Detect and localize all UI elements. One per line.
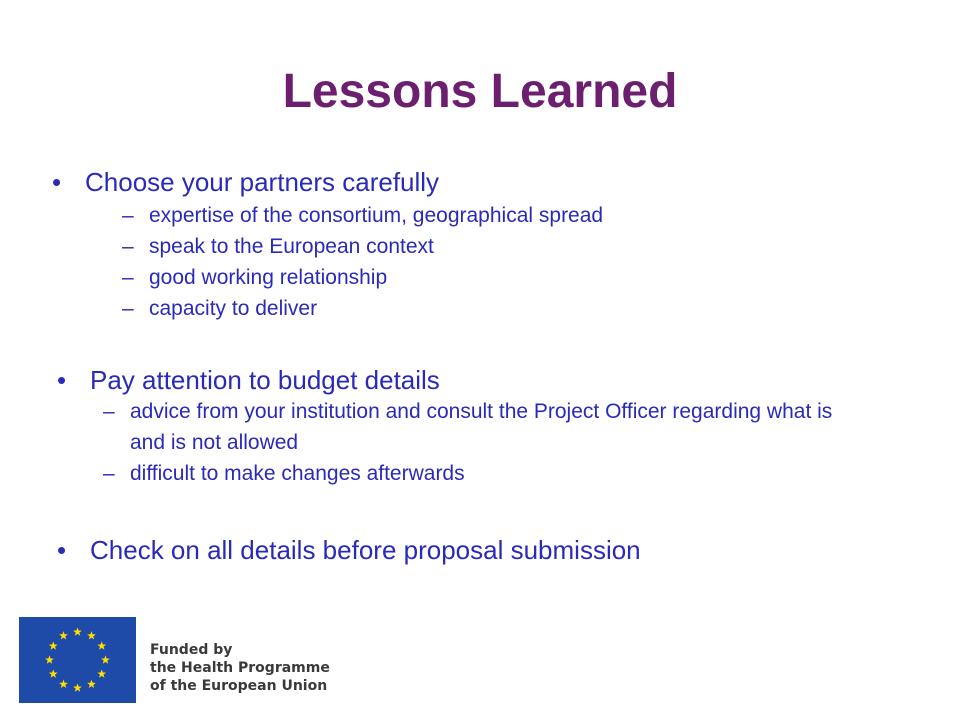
eu-flag-graphic <box>19 617 136 703</box>
list-item <box>122 293 603 324</box>
list-item-text: expertise of the consortium, geographical spread <box>149 204 604 227</box>
section-heading: Pay attention to budget details <box>90 365 440 395</box>
section-partners <box>52 166 603 324</box>
bullet-icon: • <box>57 535 67 565</box>
funding-line: the Health Programme <box>150 660 330 676</box>
bullet-icon: • <box>52 167 62 197</box>
funding-statement <box>150 641 330 695</box>
list-item-text: difficult to make changes afterwards <box>130 462 465 485</box>
section-heading: Check on all details before proposal submission <box>90 535 641 565</box>
list-item <box>122 200 603 231</box>
dash-icon: – <box>122 204 134 227</box>
list-item-text: capacity to deliver <box>149 297 318 320</box>
section-check <box>57 534 641 566</box>
list-item-text: good working relationship <box>149 266 388 289</box>
list-item <box>122 262 603 293</box>
funding-line: Funded by <box>150 642 233 658</box>
sub-item-list <box>103 396 850 489</box>
section-heading-row <box>57 364 850 396</box>
section-heading-row <box>57 534 641 566</box>
slide-title: Lessons Learned <box>282 65 678 118</box>
dash-icon: – <box>103 400 115 423</box>
section-budget <box>57 364 850 489</box>
bullet-icon: • <box>57 365 67 395</box>
list-item <box>103 396 850 458</box>
section-heading: Choose your partners carefully <box>85 167 440 197</box>
sub-item-list <box>122 200 603 324</box>
funding-line: of the European Union <box>150 678 328 694</box>
section-heading-row <box>52 166 603 198</box>
list-item <box>122 231 603 262</box>
list-item-text: speak to the European context <box>149 235 434 258</box>
dash-icon: – <box>122 235 134 258</box>
list-item <box>103 458 850 489</box>
eu-flag-icon <box>19 617 136 703</box>
dash-icon: – <box>103 462 115 485</box>
list-item-text: advice from your institution and consult the Project Officer regarding what is and is not allowed <box>130 400 833 454</box>
dash-icon: – <box>122 266 134 289</box>
dash-icon: – <box>122 297 134 320</box>
